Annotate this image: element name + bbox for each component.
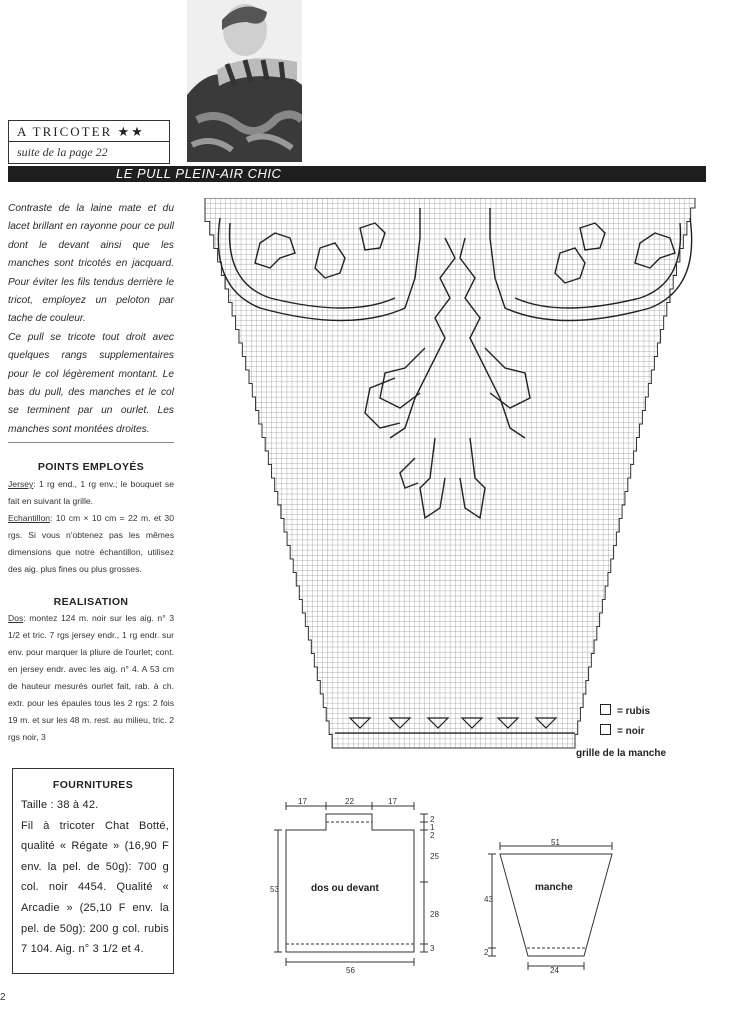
realisation-text — [8, 610, 174, 746]
legend-noir — [600, 724, 645, 737]
dim-right-2a: 2 — [430, 815, 435, 824]
section-tag — [8, 120, 170, 164]
sleeve-chart-grid — [200, 198, 710, 758]
dim-56: 56 — [346, 966, 355, 975]
tag-subtitle: suite de la page 22 — [17, 145, 108, 159]
header-photo — [187, 0, 302, 162]
fournitures-title: FOURNITURES — [52, 779, 134, 791]
dim-28: 28 — [430, 910, 439, 919]
dim-3: 3 — [430, 944, 435, 953]
grid-cells — [200, 198, 710, 758]
legend-noir-label: = noir — [617, 726, 645, 737]
title-banner — [8, 166, 706, 182]
body-label: dos ou devant — [311, 883, 379, 894]
dim-53: 53 — [270, 885, 279, 894]
fournitures-box — [12, 768, 174, 974]
dim-22: 22 — [345, 797, 354, 806]
echantillon-text: : 10 cm × 10 cm = 22 m. et 30 rgs. Si vous n'obtenez pas les mêmes dimensions que notre échantillon, utilisez des aig. plus fines ou plus grosses. — [8, 513, 174, 574]
banner-title: LE PULL PLEIN-AIR CHIC — [116, 166, 282, 181]
divider — [8, 442, 174, 443]
legend-rubis-label: = rubis — [617, 706, 651, 717]
legend-noir-swatch — [600, 724, 611, 735]
sleeve-schematic — [480, 836, 630, 976]
points-title: POINTS EMPLOYÉS — [37, 461, 145, 473]
echantillon-label: Echantillon — [8, 513, 51, 523]
grid-caption: grille de la manche — [576, 748, 667, 759]
tag-title: A TRICOTER ★★ — [17, 124, 145, 139]
dim-right-1: 1 — [430, 823, 435, 832]
dim-sleeve-2: 2 — [484, 948, 489, 957]
fournitures-line: Fil à tricoter Chat Botté, qualité « Régate » (16,90 F env. la pel. de 50g): 700 g col. noir 4454. Qualité « Arcadie » (25,10 F env. la pel. de 50g): 200 g col. rubis 7 104. Aig. n° 3 1/2 et 4. — [21, 819, 169, 956]
dim-right-2b: 2 — [430, 831, 435, 840]
dim-43: 43 — [484, 895, 493, 904]
legend-rubis-swatch — [600, 704, 611, 715]
page-number: 2 — [0, 992, 6, 1003]
intro-paragraph: Contraste de la laine mate et du lacet brillant en rayonne pour ce pull dont le devant ainsi que les manches sont tricotés en jacquard. Pour éviter les fils tendus derrière le tricot, employez un peloton par tache de couleur. — [8, 203, 174, 325]
dim-17-right: 17 — [388, 797, 397, 806]
dim-51: 51 — [551, 838, 560, 847]
sleeve-outline — [500, 854, 612, 956]
fournitures-line: Taille : 38 à 42. — [21, 799, 99, 811]
dim-25: 25 — [430, 852, 439, 861]
tag-divider — [9, 141, 169, 142]
fournitures-text — [21, 795, 169, 960]
points-text — [8, 476, 174, 578]
dim-17-left: 17 — [298, 797, 307, 806]
realisation-title: REALISATION — [53, 596, 129, 608]
sleeve-label: manche — [535, 882, 573, 893]
jersey-text: : 1 rg end., 1 rg env.; le bouquet se fait en suivant la grille. — [8, 479, 174, 506]
intro-text — [8, 200, 174, 439]
jersey-label: Jersey — [8, 479, 34, 489]
intro-paragraph: Ce pull se tricote tout droit avec quelques rangs supplementaires pour le col légèrement montant. Le bas du pull, des manches et le col se terminent par un ourlet. Les manches sont montées droites. — [8, 331, 174, 435]
legend-rubis — [600, 704, 650, 717]
dos-text: : montez 124 m. noir sur les aig. n° 3 1/2 et tric. 7 rgs jersey endr., 1 rg endr. sur env. pour marquer la pliure de l'ourlet; cont. en jersey endr. avec les aig. n° 4. A 53 cm de hauteur mesurés ourlet fait, rab. à ch. extr. pour les épaules tous les 2 rgs: 2 fois 19 m. et sur les 48 m. rest. au milieu, tric. 2 rgs noir, 3 — [8, 613, 174, 742]
dim-24: 24 — [550, 966, 559, 975]
dos-label: Dos — [8, 613, 24, 623]
